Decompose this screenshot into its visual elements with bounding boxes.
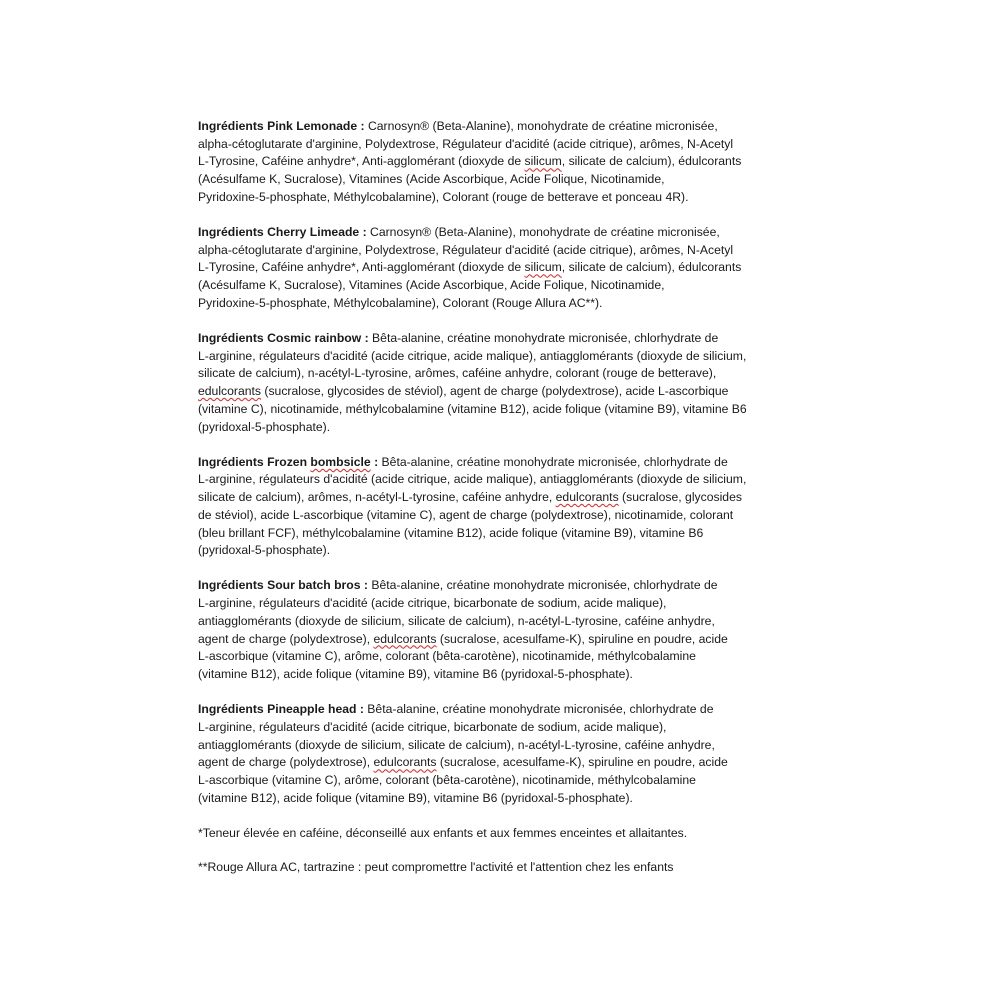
section-text-line: (vitamine B12), acide folique (vitamine B9), vitamine B6 (pyridoxal-5-phosphate).	[198, 790, 633, 805]
section-text-line: (vitamine B12), acide folique (vitamine B9), vitamine B6 (pyridoxal-5-phosphate).	[198, 666, 633, 681]
section-text-line: Bêta-alanine, créatine monohydrate micronisée, chlorhydrate de	[363, 702, 714, 717]
section-pink-lemonade	[198, 118, 802, 207]
section-text-line: Carnosyn® (Beta-Alanine), monohydrate de créatine micronisée,	[364, 119, 718, 133]
section-label: Ingrédients Pineapple head :	[198, 702, 364, 717]
section-cherry-limeade	[198, 224, 802, 313]
section-text-line: Carnosyn® (Beta-Alanine), monohydrate de créatine micronisée,	[366, 225, 720, 240]
spellcheck-flag: edulcorants	[198, 384, 262, 399]
section-text-line: L-arginine, régulateurs d'acidité (acide citrique, acide malique), antiagglomérants (dioxyde de silicium,	[198, 348, 747, 363]
section-text-line: Bêta-alanine, créatine monohydrate micronisée, chlorhydrate de	[378, 454, 728, 469]
section-label: Ingrédients Sour batch bros :	[198, 578, 368, 593]
section-text-line: L-arginine, régulateurs d'acidité (acide citrique, bicarbonate de sodium, acide malique),	[198, 596, 667, 611]
footnote-text: **Rouge Allura AC, tartrazine : peut compromettre l'activité et l'attention chez les enfants	[198, 860, 674, 875]
section-text-line: Bêta-alanine, créatine monohydrate micronisée, chlorhydrate de	[368, 331, 719, 346]
section-text-line: de stéviol), acide L-ascorbique (vitamine C), agent de charge (polydextrose), nicotinamide, colorant	[198, 507, 734, 522]
section-text-line: Pyridoxine-5-phosphate, Méthylcobalamine), Colorant (Rouge Allura AC**).	[198, 295, 603, 310]
section-text-line: agent de charge (polydextrose), edulcorants (sucralose, acesulfame-K), spiruline en poudre, acide	[198, 755, 728, 770]
section-text-line: (Acésulfame K, Sucralose), Vitamines (Acide Ascorbique, Acide Folique, Nicotinamide,	[198, 278, 665, 293]
section-sour-batch-bros	[198, 577, 802, 683]
section-label: Ingrédients Frozen bombsicle :	[198, 454, 379, 469]
spellcheck-flag: bombsicle	[310, 454, 371, 469]
section-text-line: antiagglomérants (dioxyde de silicium, silicate de calcium), n-acétyl-L-tyrosine, caféine anhydre,	[198, 737, 715, 752]
section-text-line: Pyridoxine-5-phosphate, Méthylcobalamine), Colorant (rouge de betterave et ponceau 4R).	[198, 189, 689, 204]
section-text-line: (vitamine C), nicotinamide, méthylcobalamine (vitamine B12), acide folique (vitamine B9), vitamine B6	[198, 401, 747, 416]
section-text-line: (pyridoxal-5-phosphate).	[198, 419, 331, 434]
section-text-line: L-ascorbique (vitamine C), arôme, colorant (bêta-carotène), nicotinamide, méthylcobalamine	[198, 649, 696, 664]
section-frozen-bombsicle	[198, 454, 802, 560]
section-label: Ingrédients Pink Lemonade :	[198, 119, 365, 133]
section-text-line: antiagglomérants (dioxyde de silicium, silicate de calcium), n-acétyl-L-tyrosine, caféine anhydre,	[198, 613, 715, 628]
section-text-line: edulcorants (sucralose, glycosides de stéviol), agent de charge (polydextrose), acide L-ascorbique	[198, 384, 729, 399]
section-text-line: L-ascorbique (vitamine C), arôme, colorant (bêta-carotène), nicotinamide, méthylcobalamine	[198, 773, 696, 787]
section-text-line: alpha-cétoglutarate d'arginine, Polydextrose, Régulateur d'acidité (acide citrique), arômes, N-Acetyl	[198, 242, 734, 257]
spellcheck-flag: silicum	[524, 260, 562, 275]
spellcheck-flag: edulcorants	[373, 631, 437, 646]
ingredients-document	[198, 118, 802, 893]
spellcheck-flag: edulcorants	[555, 490, 619, 505]
spellcheck-flag: silicum	[524, 154, 562, 169]
section-text-line: L-Tyrosine, Caféine anhydre*, Anti-agglomérant (dioxyde de silicum, silicate de calcium), édulcorants	[198, 154, 742, 169]
colorant-footnote	[198, 859, 802, 877]
section-text-line: (bleu brillant FCF), méthylcobalamine (vitamine B12), acide folique (vitamine B9), vitamine B6	[198, 525, 704, 540]
section-text-line: L-arginine, régulateurs d'acidité (acide citrique, acide malique), antiagglomérants (dioxyde de silicium,	[198, 472, 747, 487]
section-text-line: silicate de calcium), arômes, n-acétyl-L-tyrosine, caféine anhydre, edulcorants (sucralose, glycosides	[198, 490, 742, 505]
section-text-line: L-arginine, régulateurs d'acidité (acide citrique, bicarbonate de sodium, acide malique),	[198, 719, 667, 734]
section-text-line: (pyridoxal-5-phosphate).	[198, 543, 331, 558]
section-cosmic-rainbow	[198, 330, 802, 436]
section-text-line: alpha-cétoglutarate d'arginine, Polydextrose, Régulateur d'acidité (acide citrique), arômes, N-Acetyl	[198, 136, 734, 151]
section-text-line: L-Tyrosine, Caféine anhydre*, Anti-agglomérant (dioxyde de silicum, silicate de calcium), édulcorants	[198, 260, 742, 275]
section-text-line: silicate de calcium), n-acétyl-L-tyrosine, arômes, caféine anhydre, colorant (rouge de betterave),	[198, 366, 717, 381]
spellcheck-flag: edulcorants	[373, 755, 437, 770]
caffeine-footnote	[198, 825, 802, 843]
section-pineapple-head	[198, 701, 802, 807]
section-text-line: (Acésulfame K, Sucralose), Vitamines (Acide Ascorbique, Acide Folique, Nicotinamide,	[198, 172, 665, 187]
section-label: Ingrédients Cherry Limeade :	[198, 225, 367, 240]
section-text-line: agent de charge (polydextrose), edulcorants (sucralose, acesulfame-K), spiruline en poudre, acide	[198, 631, 728, 646]
section-label: Ingrédients Cosmic rainbow :	[198, 331, 369, 346]
footnote-text: *Teneur élevée en caféine, déconseillé aux enfants et aux femmes enceintes et allaitantes.	[198, 825, 688, 840]
section-text-line: Bêta-alanine, créatine monohydrate micronisée, chlorhydrate de	[367, 578, 718, 593]
